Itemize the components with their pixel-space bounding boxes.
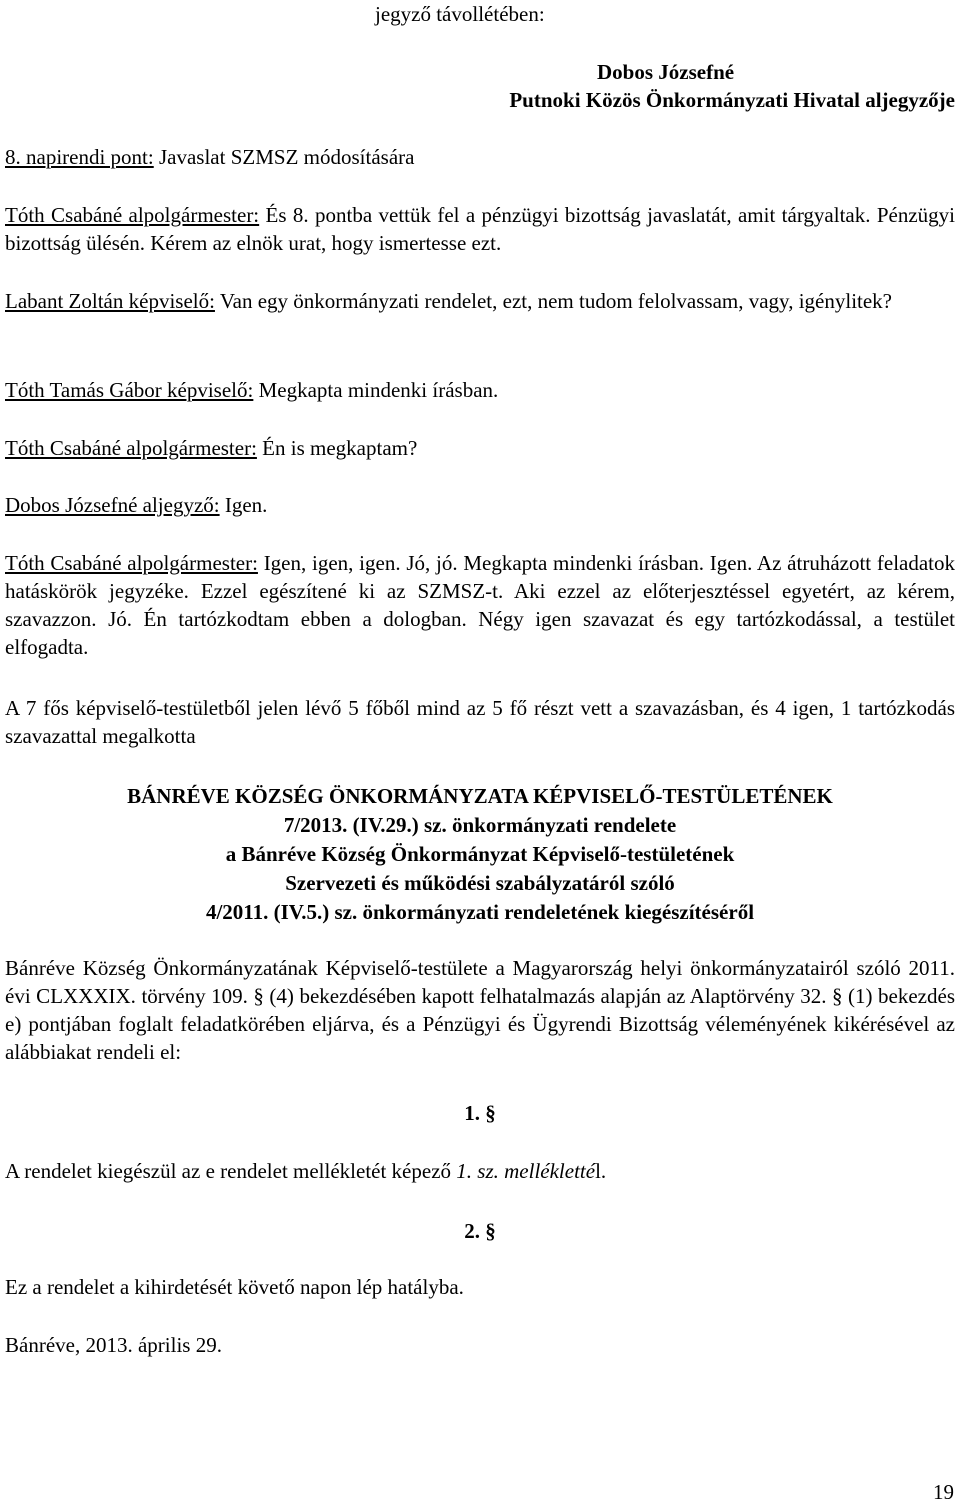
dialogue-entry [5,491,955,519]
vote-summary: A 7 fős képviselő-testületből jelen lévő 5 főből mind az 5 fő részt vett a szavazásban, és 4 igen, 1 tartózkodás szavazattal megalkotta [5,696,955,748]
section-1-text-start: A rendelet kiegészül az e rendelet mellékletét képező [5,1159,457,1183]
signature-title: Putnoki Közös Önkormányzati Hivatal aljegyzője [509,88,955,112]
dialogue-entry [5,434,955,462]
signature-name: Dobos Józsefné [597,60,735,84]
section-2-heading: 2. § [464,1219,496,1243]
dialogue-entry [5,376,955,404]
section-1-heading: 1. § [464,1101,496,1125]
speaker-name: Tóth Csabáné alpolgármester: [5,203,260,227]
speech-text: Megkapta mindenki írásban. [253,378,499,402]
decree-title-line: 4/2011. (IV.5.) sz. önkormányzati rendeletének kiegészítéséről [205,900,755,924]
preamble: Bánréve Község Önkormányzatának Képviselő-testülete a Magyarország helyi önkormányzatairól szóló 2011. évi CLXXXIX. törvény 109. § (4) bekezdésében kapott felhatalmazás alapján az Alaptörvény 32. § (1) bekezdés e) pontjában foglalt feladatkörében eljárva, és a Pénzügyi és Ügyrendi Bizottság véleményének kikérésével az alábbiakat rendeli el: [5,956,955,1064]
speaker-name: Tóth Csabáné alpolgármester: [5,551,258,575]
agenda-label: 8. napirendi pont: [5,145,154,169]
section-1-text-end: l. [595,1159,607,1183]
speech-text: És 8. pontba vettük fel a pénzügyi bizottság javaslatát, amit tárgyaltak. Pénzügyi bizottság ülésén. Kérem az elnök urat, hogy ismertesse ezt. [5,203,956,255]
decree-title-line: 7/2013. (IV.29.) sz. önkormányzati rendelete [283,813,677,837]
dialogue-entry [5,549,955,661]
top-line: jegyző távollétében: [375,2,545,26]
agenda-item [5,143,955,171]
speech-text: Igen. [219,493,268,517]
page-number: 19 [933,1480,954,1504]
speech-text: Van egy önkormányzati rendelet, ezt, nem tudom felolvassam, vagy, igénylitek? [214,289,892,313]
speaker-name: Labant Zoltán képviselő: [5,289,215,313]
dialogue-entry [5,201,955,257]
section-1-text [5,1157,955,1185]
section-2-text: Ez a rendelet a kihirdetését követő napon lép hatályba. [5,1275,464,1299]
speaker-name: Dobos Józsefné aljegyző: [5,493,220,517]
dialogue-entry [5,287,955,315]
section-1-text-italic: 1. sz. mellékletté [456,1159,596,1183]
decree-title-line: a Bánréve Község Önkormányzat Képviselő-testületének [225,842,735,866]
speaker-name: Tóth Csabáné alpolgármester: [5,436,257,460]
speech-text: Igen, igen, igen. Jó, jó. Megkapta mindenki írásban. Igen. Az átruházott feladatok hatáskörök jegyzéke. Ezzel egészítené ki az SZMSZ-t. Aki ezzel az előterjesztéssel egyetért, az kérem, szavazzon. Jó. Én tartózkodtam ebben a dologban. Négy igen szavazat és egy tartózkodással, a testület elfogadta. [5,551,956,659]
speech-text: Én is megkaptam? [256,436,418,460]
decree-title-line: BÁNRÉVE KÖZSÉG ÖNKORMÁNYZATA KÉPVISELŐ-TESTÜLETÉNEK [127,784,833,808]
agenda-text: Javaslat SZMSZ módosítására [153,145,415,169]
speaker-name: Tóth Tamás Gábor képviselő: [5,378,254,402]
place-date: Bánréve, 2013. április 29. [5,1333,222,1357]
decree-title-line: Szervezeti és működési szabályzatáról szóló [285,871,675,895]
